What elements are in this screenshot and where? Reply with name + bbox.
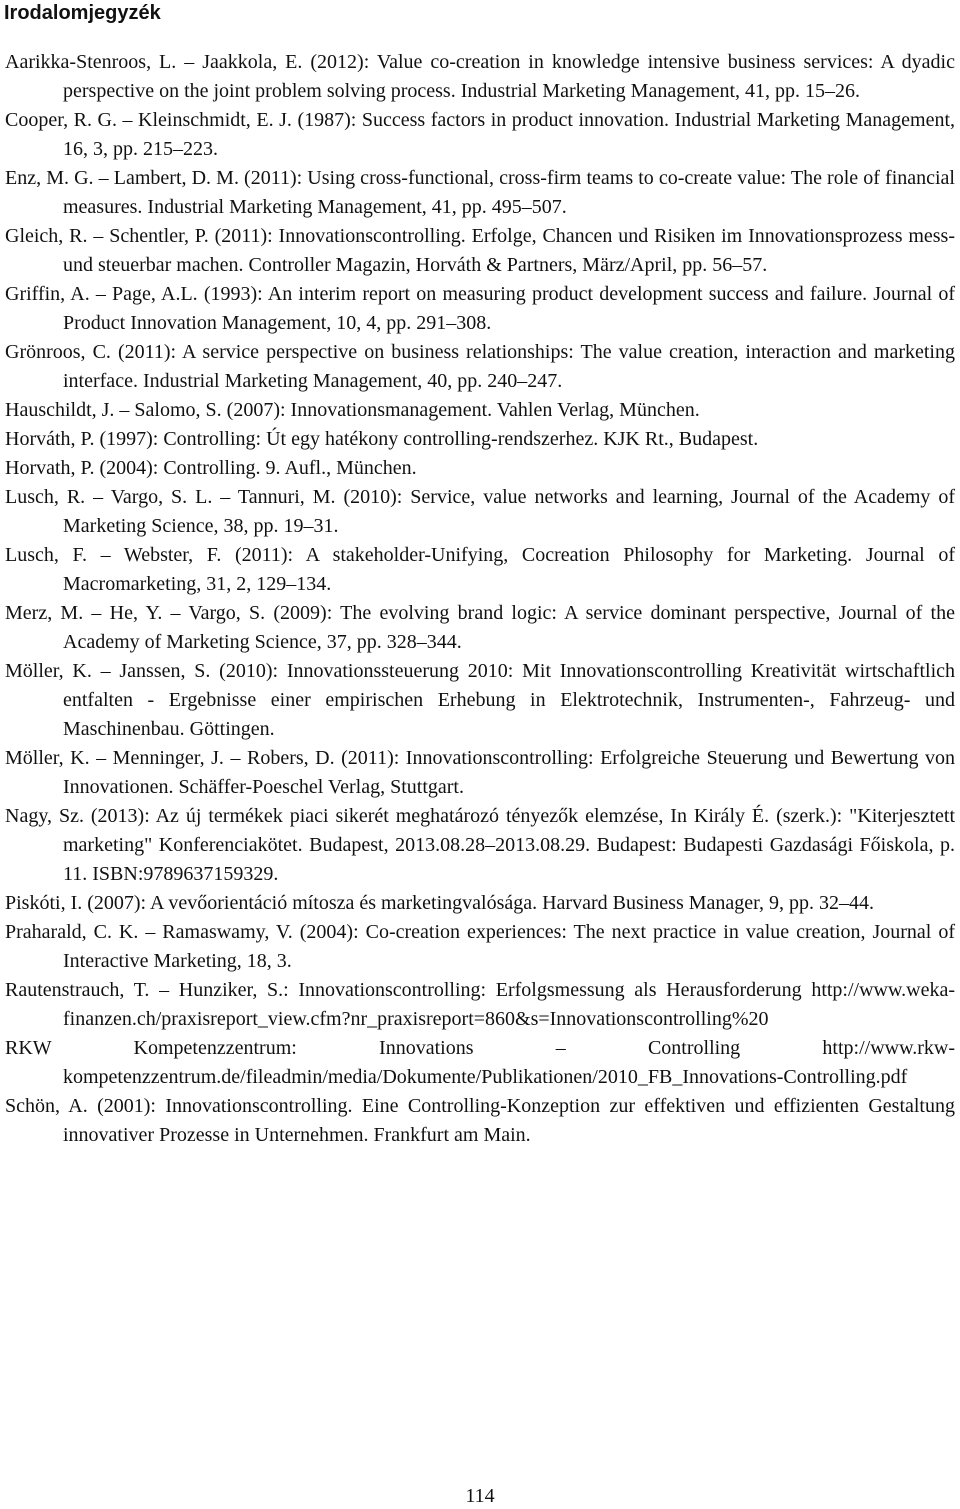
reference-item: Grönroos, C. (2011): A service perspective on business relationships: The value creation, interaction and marketing interface. Industrial Marketing Management, 40, pp. 240–247. bbox=[5, 341, 955, 392]
reference-item: Nagy, Sz. (2013): Az új termékek piaci sikerét meghatározó tényezők elemzése, In Király É. (szerk.): "Kiterjesztett marketing" Konferenciakötet. Budapest, 2013.08.28–2013.08.29. Budapest: Budapesti Gazdasági Főiskola, p. 11. ISBN:9789637159329. bbox=[5, 805, 955, 885]
reference-item: Enz, M. G. – Lambert, D. M. (2011): Using cross-functional, cross-firm teams to co-create value: The role of financial measures. Industrial Marketing Management, 41, pp. 495–507. bbox=[5, 167, 955, 218]
reference-item: Lusch, F. – Webster, F. (2011): A stakeholder-Unifying, Cocreation Philosophy for Marketing. Journal of Macromarketing, 31, 2, 129–134. bbox=[5, 544, 955, 595]
reference-item: Lusch, R. – Vargo, S. L. – Tannuri, M. (2010): Service, value networks and learning, Journal of the Academy of Marketing Science, 38, pp. 19–31. bbox=[5, 486, 955, 537]
reference-item: Aarikka-Stenroos, L. – Jaakkola, E. (2012): Value co-creation in knowledge intensive business services: A dyadic perspective on the joint problem solving process. Industrial Marketing Management, 41, pp. 15–26. bbox=[5, 51, 955, 102]
reference-item: Hauschildt, J. – Salomo, S. (2007): Innovationsmanagement. Vahlen Verlag, München. bbox=[5, 399, 700, 421]
reference-item: Horváth, P. (1997): Controlling: Út egy hatékony controlling-rendszerhez. KJK Rt., Budapest. bbox=[5, 428, 759, 450]
reference-item: Praharald, C. K. – Ramaswamy, V. (2004): Co-creation experiences: The next practice in value creation, Journal of Interactive Marketing, 18, 3. bbox=[5, 921, 955, 972]
reference-item: Möller, K. – Menninger, J. – Robers, D. (2011): Innovationscontrolling: Erfolgreiche Steuerung und Bewertung von Innovationen. Schäffer-Poeschel Verlag, Stuttgart. bbox=[5, 747, 955, 798]
reference-item: Horvath, P. (2004): Controlling. 9. Aufl., München. bbox=[5, 457, 417, 479]
reference-item: Schön, A. (2001): Innovationscontrolling. Eine Controlling-Konzeption zur effektiven und effizienten Gestaltung innovativer Prozesse in Unternehmen. Frankfurt am Main. bbox=[5, 1095, 955, 1146]
reference-item: Griffin, A. – Page, A.L. (1993): An interim report on measuring product development success and failure. Journal of Product Innovation Management, 10, 4, pp. 291–308. bbox=[5, 283, 955, 334]
reference-item: Cooper, R. G. – Kleinschmidt, E. J. (1987): Success factors in product innovation. Industrial Marketing Management, 16, 3, pp. 215–223. bbox=[5, 109, 955, 160]
reference-item: Gleich, R. – Schentler, P. (2011): Innovationscontrolling. Erfolge, Chancen und Risiken im Innovationsprozess mess- und steuerbar machen. Controller Magazin, Horváth & Partners, März/April, pp. 56–57. bbox=[5, 225, 955, 276]
reference-list bbox=[5, 48, 955, 1150]
reference-item: Rautenstrauch, T. – Hunziker, S.: Innovationscontrolling: Erfolgsmessung als Herausforderung http://www.weka-finanzen.ch/praxisreport_view.cfm?nr_praxisreport=860&s=Innovationscontrolling%20 bbox=[5, 979, 955, 1030]
page-number: 114 bbox=[465, 1485, 495, 1507]
reference-item: Möller, K. – Janssen, S. (2010): Innovationssteuerung 2010: Mit Innovationscontrolling Kreativität wirtschaftlich entfalten - Ergebnisse einer empirischen Erhebung in Elektrotechnik, Instrumenten-, Fahrzeug- und Maschinenbau. Göttingen. bbox=[5, 660, 955, 740]
reference-item: RKW Kompetenzzentrum: Innovations – Controlling http://www.rkw-kompetenzzentrum.de/fileadmin/media/Dokumente/Publikationen/2010_FB_Innovations-Controlling.pdf bbox=[5, 1037, 955, 1088]
reference-item: Merz, M. – He, Y. – Vargo, S. (2009): The evolving brand logic: A service dominant perspective, Journal of the Academy of Marketing Science, 37, pp. 328–344. bbox=[5, 602, 955, 653]
reference-item: Piskóti, I. (2007): A vevőorientáció mítosza és marketingvalósága. Harvard Business Manager, 9, pp. 32–44. bbox=[5, 892, 875, 914]
page-heading: Irodalomjegyzék bbox=[4, 2, 161, 24]
